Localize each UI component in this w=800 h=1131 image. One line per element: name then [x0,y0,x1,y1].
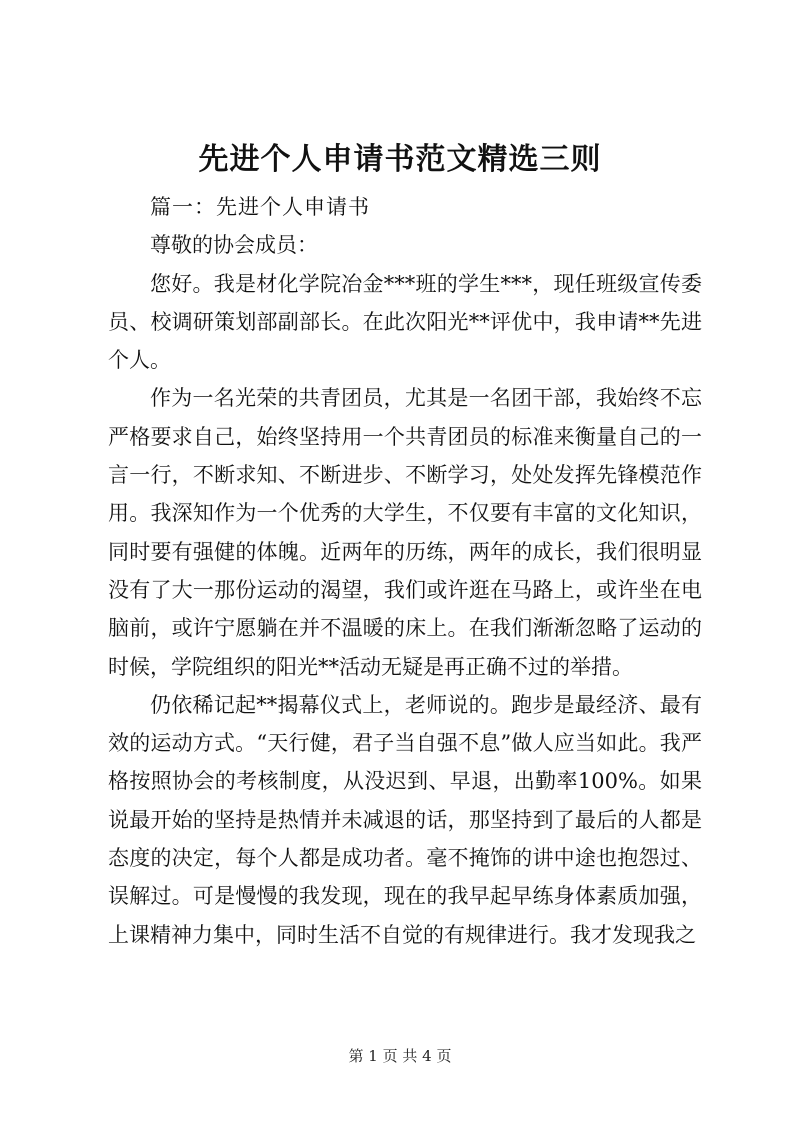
body-paragraph: 作为一名光荣的共青团员，尤其是一名团干部，我始终不忘严格要求自己，始终坚持用一个共青团员的标准来衡量自己的一言一行，不断求知、不断进步、不断学习，处处发挥先锋模范作用。我深知作为一个优秀的大学生，不仅要有丰富的文化知识，同时要有强健的体魄。近两年的历练，两年的成长，我们很明显没有了大一那份运动的渴望，我们或许逛在马路上，或许坐在电脑前，或许宁愿躺在并不温暖的床上。在我们渐渐忽略了运动的时候，学院组织的阳光**活动无疑是再正确不过的举措。 [108,386,702,679]
page-number: 第 1 页 共 4 页 [348,1047,452,1065]
section-heading: 篇一：先进个人申请书 [150,195,370,219]
body-paragraph: 您好。我是材化学院冶金***班的学生***，现任班级宣传委员、校调研策划部副部长。在此次阳光**评优中，我申请**先进个人。 [108,271,702,373]
salutation: 尊敬的协会成员： [150,233,318,258]
body-paragraph: 仍依稀记起**揭幕仪式上，老师说的。跑步是最经济、最有效的运动方式。“天行健，君子当自强不息”做人应当如此。我严格按照协会的考核制度，从没迟到、早退，出勤率100%。如果说最开始的坚持是热情并未减退的话，那坚持到了最后的人都是态度的决定，每个人都是成功者。毫不掩饰的讲中途也抱怨过、误解过。可是慢慢的我发现，现在的我早起早练身体素质加强，上课精神力集中，同时生活不自觉的有规律进行。我才发现我之 [108,692,702,947]
document-title: 先进个人申请书范文精选三则 [198,142,602,177]
document-body [108,188,702,954]
